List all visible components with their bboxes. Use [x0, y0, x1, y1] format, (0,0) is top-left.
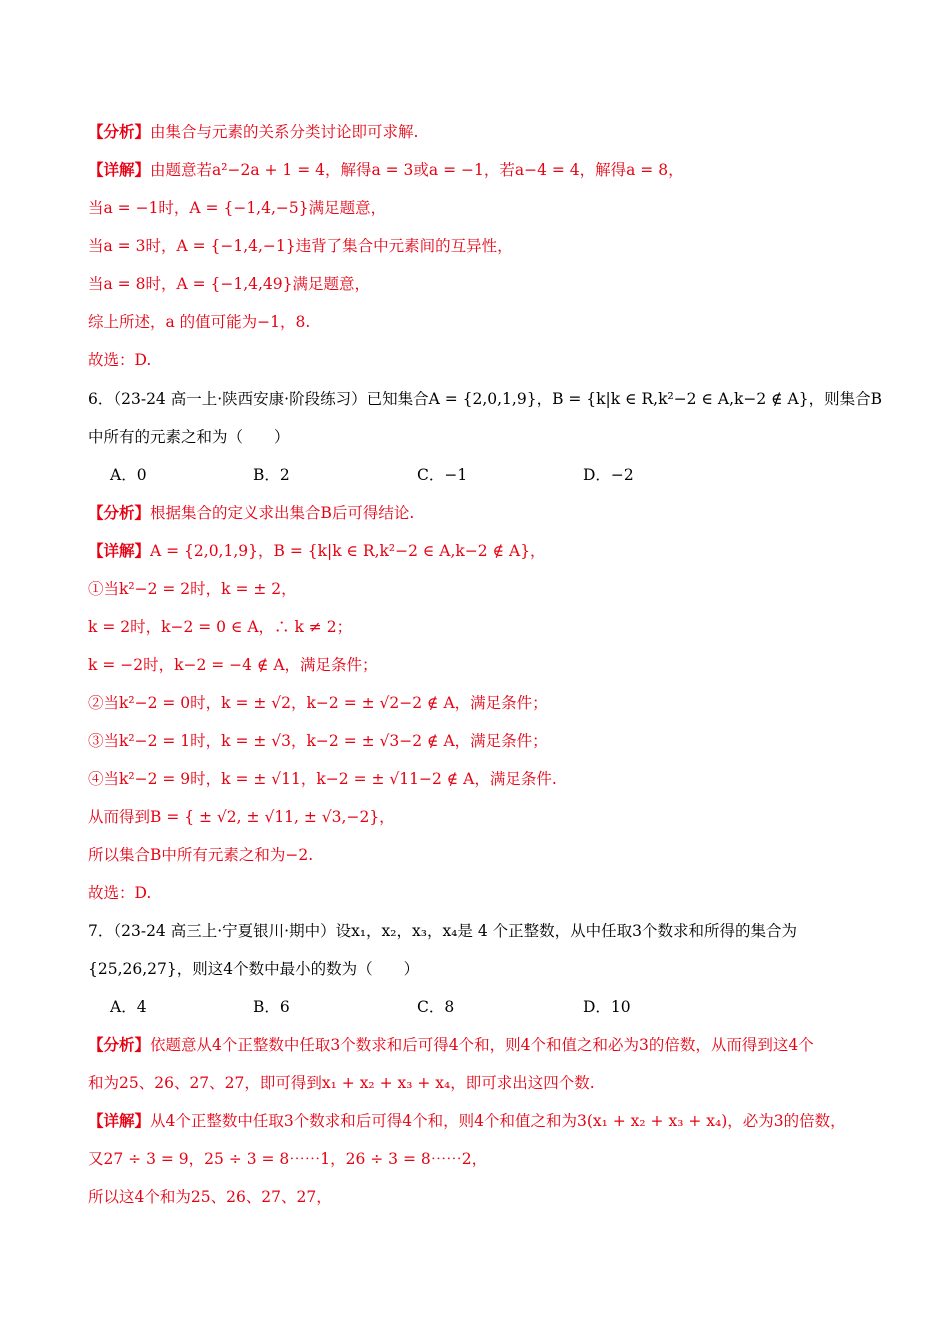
choice-option: D．10 [583, 998, 631, 1016]
line-text: ③当k²−2 = 1时，k = ± √3，k−2 = ± √3−2 ∉ A，满足条件； [88, 732, 548, 750]
choice-option: B．6 [253, 998, 290, 1016]
text-line-l23 [88, 1186, 332, 1208]
line-text: ④当k²−2 = 9时，k = ± √11，k−2 = ± √11−2 ∉ A，满足条件. [88, 770, 557, 788]
choice-option: A．0 [110, 466, 147, 484]
text-line-l11 [88, 616, 352, 638]
text-line-l15 [88, 768, 557, 790]
line-text: {25,26,27}，则这4个数中最小的数为（ ） [88, 960, 420, 978]
text-line-l6 [88, 311, 310, 333]
text-line-l18 [88, 882, 151, 904]
section-tag: 【详解】 [88, 541, 151, 560]
text-line-l14 [88, 730, 548, 752]
choice-option: C．8 [417, 998, 455, 1016]
text-line-l21 [88, 1110, 846, 1132]
text-line-l2 [88, 159, 684, 181]
text-line-l16 [88, 806, 395, 828]
line-text: ②当k²−2 = 0时，k = ± √2，k−2 = ± √2−2 ∉ A，满足条件； [88, 694, 548, 712]
text-line-q6a [88, 388, 882, 410]
line-text: 综上所述，a 的值可能为−1，8. [88, 313, 311, 331]
text-line-l4 [88, 235, 513, 257]
text-line-l22 [88, 1148, 487, 1170]
line-text: 当a = −1时，A = {−1,4,−5}满足题意， [88, 199, 387, 217]
line-text: A = {2,0,1,9}，B = {k|k ∈ R,k²−2 ∈ A,k−2 ∉ A}， [150, 542, 546, 560]
text-line-l8 [88, 502, 414, 524]
text-line-l12 [88, 654, 378, 676]
choice-option: D．−2 [583, 466, 634, 484]
text-line-l1 [88, 121, 418, 143]
line-text: 依题意从4个正整数中任取3个数求和后可得4个和，则4个和值之和必为3的倍数，从而得到这4个 [150, 1036, 814, 1054]
line-text: 由题意若a²−2a + 1 = 4，解得a = 3或a = −1，若a−4 = 4，解得a = 8， [150, 161, 684, 179]
text-line-l17 [88, 844, 313, 866]
line-text: 所以这4个和为25、26、27、27， [88, 1188, 332, 1206]
choice-option: A．4 [110, 998, 147, 1016]
text-line-l9 [88, 540, 546, 562]
section-tag: 【分析】 [88, 503, 151, 522]
line-text: k = −2时，k−2 = −4 ∉ A，满足条件； [88, 656, 378, 674]
line-text: 和为25、26、27、27，即可得到x₁ + x₂ + x₃ + x₄，即可求出这四个数. [88, 1074, 595, 1092]
text-line-l20 [88, 1072, 595, 1094]
section-tag: 【分析】 [88, 122, 151, 141]
section-tag: 【详解】 [88, 1111, 151, 1130]
text-line-l5 [88, 273, 370, 295]
line-text: 根据集合的定义求出集合B后可得结论. [150, 504, 415, 522]
section-tag: 【分析】 [88, 1035, 151, 1054]
line-text: ①当k²−2 = 2时，k = ± 2， [88, 580, 297, 598]
choice-option: B．2 [253, 466, 290, 484]
line-text: 7．（23-24 高三上·宁夏银川·期中）设x₁，x₂，x₃，x₄是 4 个正整数，从中任取3个数求和所得的集合为 [88, 922, 797, 940]
text-line-q7b [88, 958, 419, 980]
line-text: 故选：D. [88, 884, 152, 902]
line-text: 6．（23-24 高一上·陕西安康·阶段练习）已知集合A = {2,0,1,9}，B = {k|k ∈ R,k²−2 ∈ A,k−2 ∉ A}，则集合B [88, 390, 883, 408]
line-text: 当a = 3时，A = {−1,4,−1}违背了集合中元素间的互异性， [88, 237, 513, 255]
line-text: 中所有的元素之和为（ ） [88, 428, 290, 446]
text-line-l7 [88, 349, 151, 371]
choice-option: C．−1 [417, 466, 468, 484]
line-text: 从而得到B = { ± √2, ± √11, ± √3,−2}， [88, 808, 395, 826]
text-line-q7a [88, 920, 797, 942]
text-line-q6b [88, 426, 290, 448]
section-tag: 【详解】 [88, 160, 151, 179]
line-text: 所以集合B中所有元素之和为−2. [88, 846, 314, 864]
line-text: 当a = 8时，A = {−1,4,49}满足题意， [88, 275, 370, 293]
text-line-l10 [88, 578, 297, 600]
line-text: 由集合与元素的关系分类讨论即可求解. [150, 123, 419, 141]
line-text: 又27 ÷ 3 = 9，25 ÷ 3 = 8⋯⋯1，26 ÷ 3 = 8⋯⋯2， [88, 1150, 488, 1168]
text-line-l19 [88, 1034, 814, 1056]
text-line-l13 [88, 692, 548, 714]
line-text: k = 2时，k−2 = 0 ∈ A，∴ k ≠ 2； [88, 618, 353, 636]
line-text: 故选：D. [88, 351, 152, 369]
line-text: 从4个正整数中任取3个数求和后可得4个和，则4个和值之和为3(x₁ + x₂ + x₃ + x₄)，必为3的倍数， [150, 1112, 846, 1130]
text-line-l3 [88, 197, 386, 219]
